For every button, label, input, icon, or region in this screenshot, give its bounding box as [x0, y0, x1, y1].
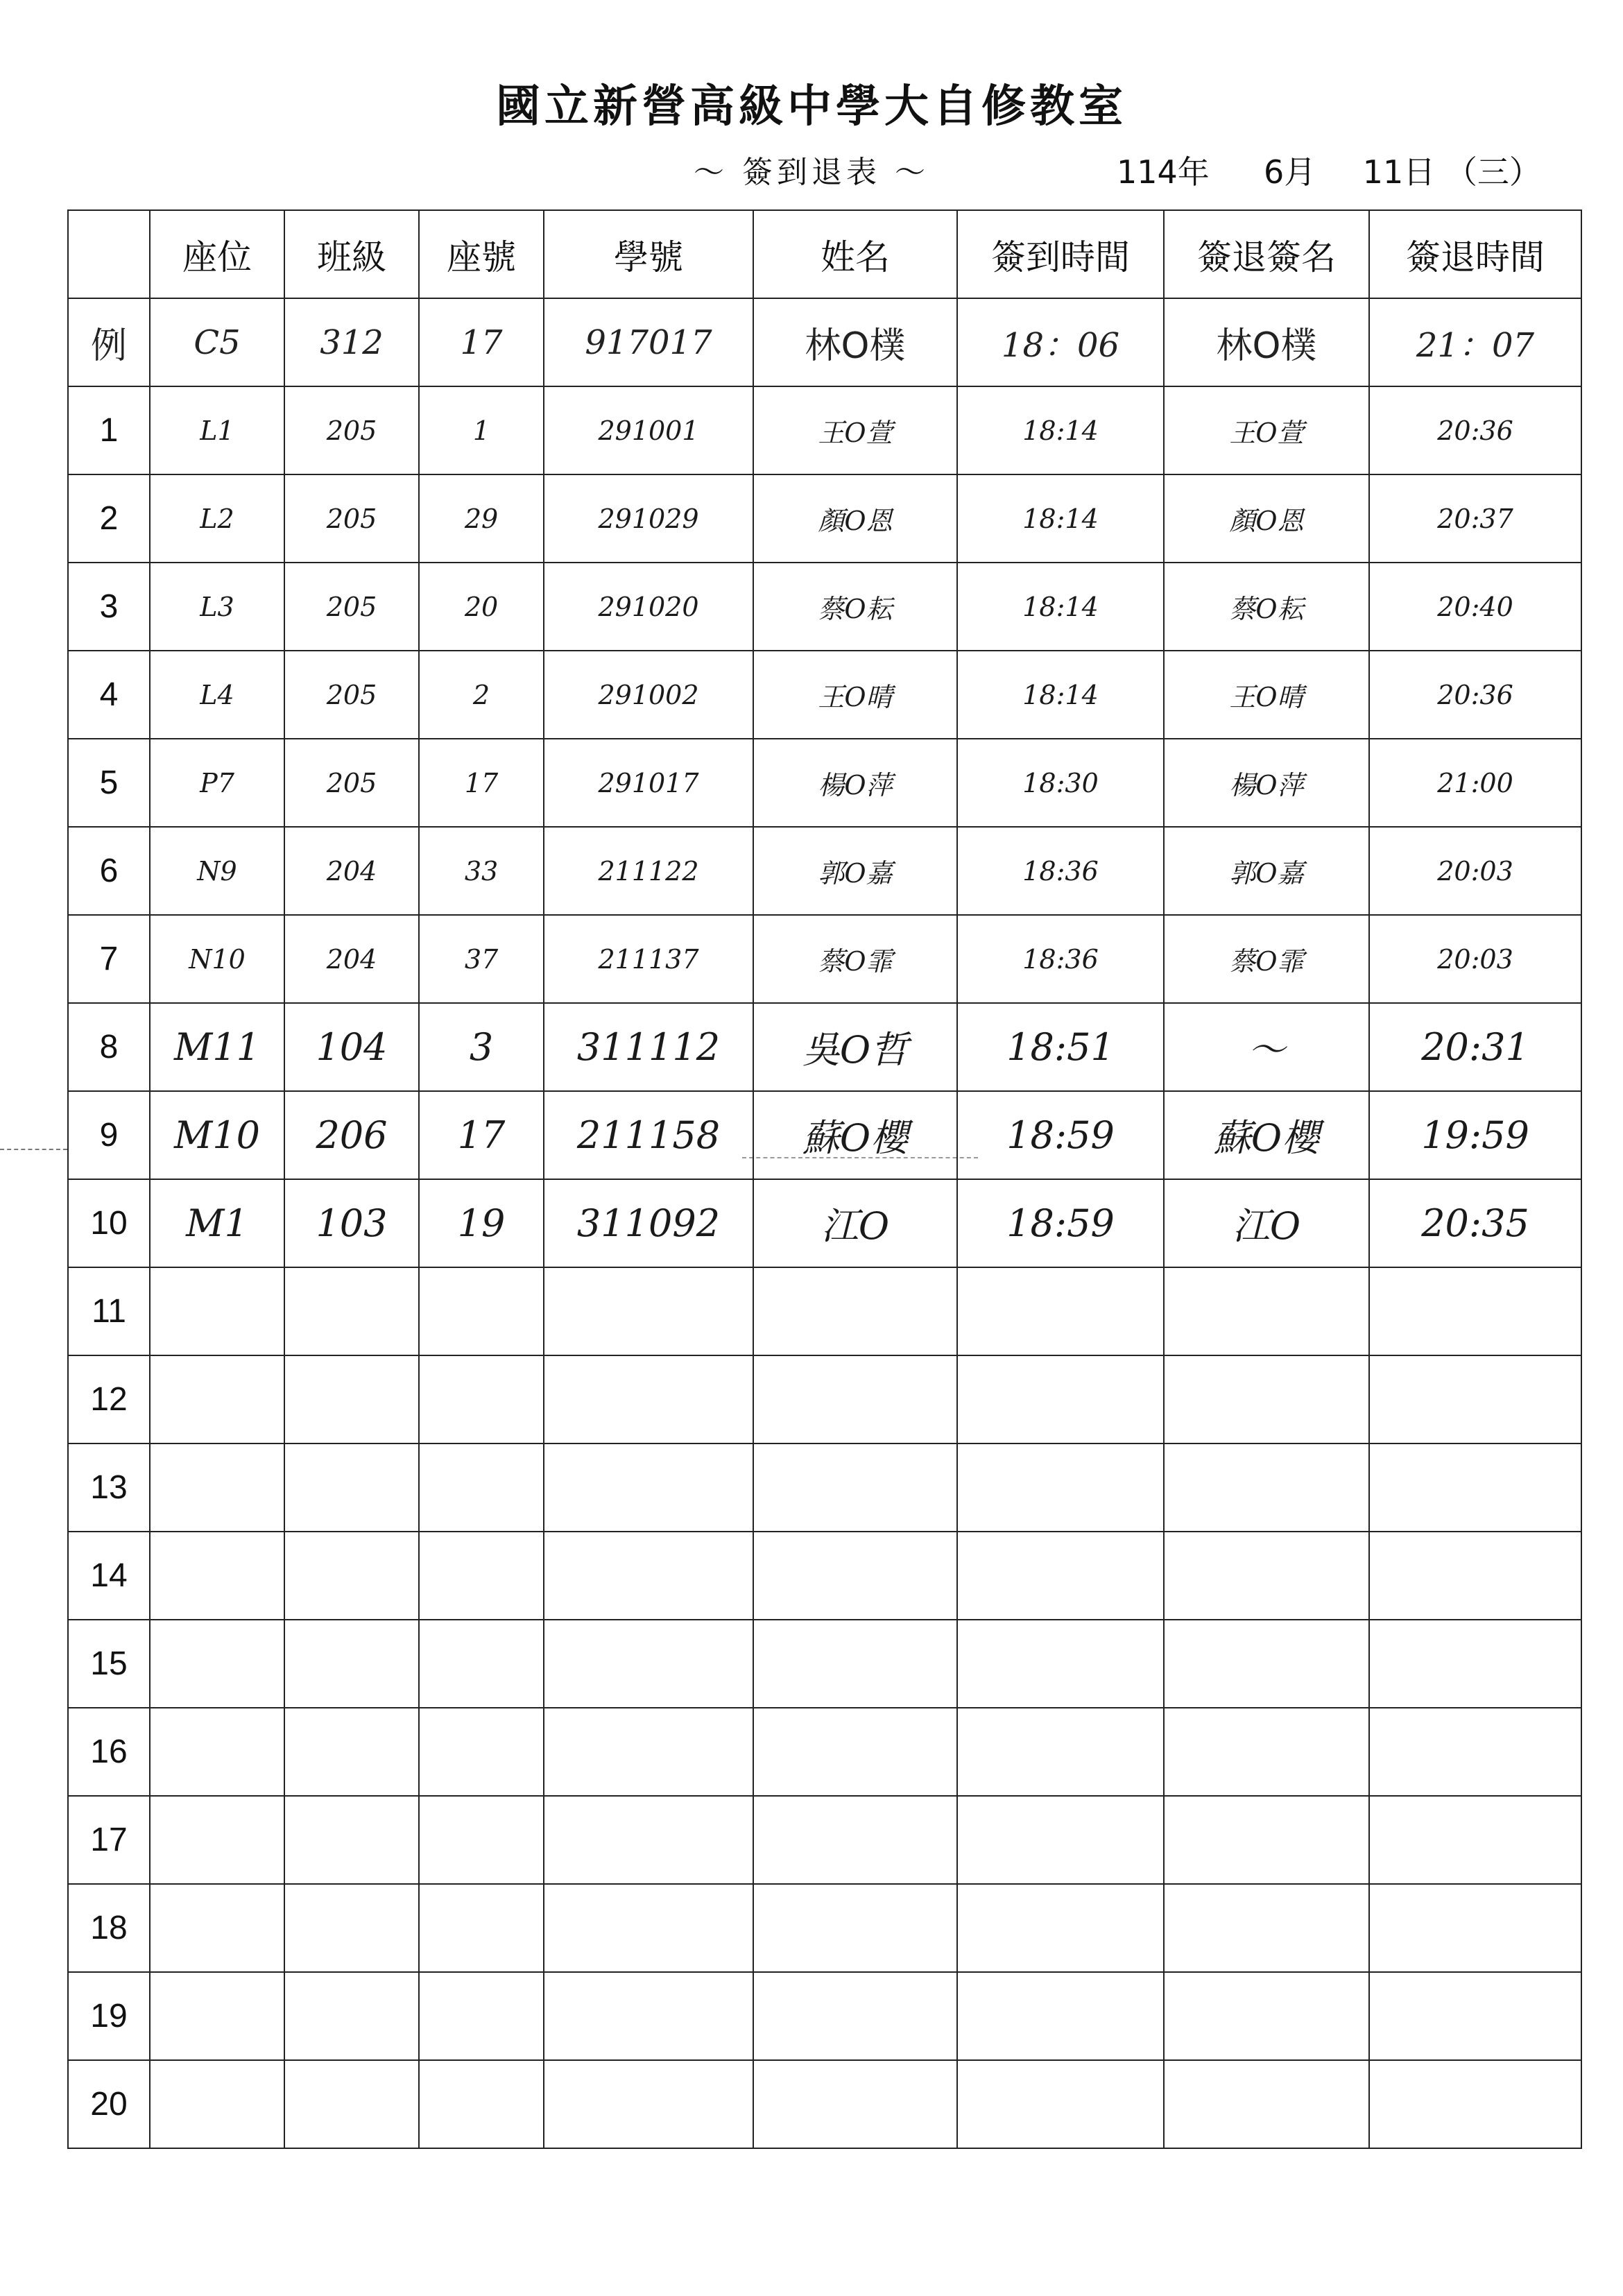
cell-seat [150, 1796, 284, 1884]
cell-class: 103 [284, 1179, 419, 1267]
cell-student-id: 291017 [544, 739, 753, 827]
table-row [68, 563, 1581, 651]
header-row [68, 210, 1581, 298]
cell-student-id: 291001 [544, 386, 753, 474]
cell-number: 37 [419, 915, 544, 1003]
header-index [68, 210, 150, 298]
cell-seat [150, 1972, 284, 2060]
row-number: 9 [68, 1091, 150, 1179]
cell-signature [1164, 1972, 1369, 2060]
cell-checkout: 20:36 [1369, 386, 1581, 474]
cell-checkout [1369, 1708, 1581, 1796]
date-month: 6月 [1263, 153, 1316, 191]
header-checkout: 簽退時間 [1369, 210, 1581, 298]
cell-class: 205 [284, 474, 419, 563]
table-row [68, 915, 1581, 1003]
cell-student-id [544, 1796, 753, 1884]
example-class: 312 [284, 298, 419, 386]
form-date [1117, 147, 1574, 193]
sign-in-table [67, 209, 1582, 2149]
form-subtitle: ～ 簽到退表 ～ [694, 155, 929, 190]
cell-signature [1164, 1267, 1369, 1355]
entries-body [68, 386, 1581, 2148]
cell-class: 204 [284, 915, 419, 1003]
cell-checkin: 18:30 [957, 739, 1164, 827]
row-number: 14 [68, 1532, 150, 1620]
row-number: 20 [68, 2060, 150, 2148]
row-number: 3 [68, 563, 150, 651]
cell-signature: 顏O恩 [1164, 474, 1369, 563]
row-number: 1 [68, 386, 150, 474]
cell-name [753, 1796, 957, 1884]
cell-class [284, 1443, 419, 1532]
cell-name: 王O萱 [753, 386, 957, 474]
cell-checkin: 18:14 [957, 474, 1164, 563]
cell-checkout: 20:35 [1369, 1179, 1581, 1267]
cell-number [419, 1443, 544, 1532]
cell-name: 蔡O耘 [753, 563, 957, 651]
cell-checkout [1369, 1796, 1581, 1884]
cell-class: 204 [284, 827, 419, 915]
cell-class: 205 [284, 651, 419, 739]
cell-checkin [957, 1443, 1164, 1532]
table-row [68, 1972, 1581, 2060]
fold-mark [0, 1149, 67, 1150]
cell-checkout [1369, 1620, 1581, 1708]
cell-signature [1164, 1532, 1369, 1620]
cell-class [284, 1708, 419, 1796]
cell-seat: M10 [150, 1091, 284, 1179]
cell-seat [150, 1532, 284, 1620]
cell-signature: 王O萱 [1164, 386, 1369, 474]
table-row [68, 1179, 1581, 1267]
cell-checkout: 20:31 [1369, 1003, 1581, 1091]
example-seat: C5 [150, 298, 284, 386]
cell-name: 顏O恩 [753, 474, 957, 563]
cell-checkout [1369, 1443, 1581, 1532]
row-number: 19 [68, 1972, 150, 2060]
cell-student-id [544, 1355, 753, 1443]
cell-signature [1164, 1708, 1369, 1796]
cell-number: 2 [419, 651, 544, 739]
table-row [68, 827, 1581, 915]
cell-seat: M11 [150, 1003, 284, 1091]
row-number: 15 [68, 1620, 150, 1708]
cell-checkin [957, 1267, 1164, 1355]
cell-number [419, 1355, 544, 1443]
cell-seat: L3 [150, 563, 284, 651]
date-year: 114年 [1117, 153, 1210, 191]
row-number: 7 [68, 915, 150, 1003]
cell-signature [1164, 1796, 1369, 1884]
cell-name [753, 2060, 957, 2148]
cell-name [753, 1532, 957, 1620]
row-number: 18 [68, 1884, 150, 1972]
cell-checkin [957, 1620, 1164, 1708]
cell-student-id: 291002 [544, 651, 753, 739]
cell-student-id [544, 1972, 753, 2060]
cell-class [284, 1355, 419, 1443]
cell-student-id [544, 1620, 753, 1708]
row-number: 4 [68, 651, 150, 739]
cell-signature: 郭O嘉 [1164, 827, 1369, 915]
cell-number: 20 [419, 563, 544, 651]
cell-checkout: 20:36 [1369, 651, 1581, 739]
cell-class [284, 1267, 419, 1355]
cell-number [419, 1267, 544, 1355]
cell-checkin [957, 1972, 1164, 2060]
cell-checkin [957, 1884, 1164, 1972]
row-number: 12 [68, 1355, 150, 1443]
cell-seat: L4 [150, 651, 284, 739]
cell-number: 19 [419, 1179, 544, 1267]
cell-student-id: 211137 [544, 915, 753, 1003]
cell-signature: 王O晴 [1164, 651, 1369, 739]
cell-seat [150, 2060, 284, 2148]
cell-checkin: 18:36 [957, 827, 1164, 915]
example-signature: 林O樸 [1164, 298, 1369, 386]
example-name: 林O樸 [753, 298, 957, 386]
cell-class [284, 1532, 419, 1620]
cell-student-id: 291029 [544, 474, 753, 563]
cell-student-id: 211122 [544, 827, 753, 915]
example-number: 17 [419, 298, 544, 386]
cell-signature [1164, 1443, 1369, 1532]
cell-checkin: 18:14 [957, 651, 1164, 739]
cell-student-id [544, 1884, 753, 1972]
example-row [68, 298, 1581, 386]
row-number: 13 [68, 1443, 150, 1532]
cell-class [284, 1884, 419, 1972]
cell-checkin [957, 1708, 1164, 1796]
cell-name [753, 1708, 957, 1796]
header-name: 姓名 [753, 210, 957, 298]
cell-number: 3 [419, 1003, 544, 1091]
cell-signature: 蘇O櫻 [1164, 1091, 1369, 1179]
header-number: 座號 [419, 210, 544, 298]
row-number: 2 [68, 474, 150, 563]
table-row [68, 2060, 1581, 2148]
cell-class: 205 [284, 563, 419, 651]
cell-name: 蘇O櫻 [753, 1091, 957, 1179]
cell-class: 206 [284, 1091, 419, 1179]
cell-name: 楊O萍 [753, 739, 957, 827]
cell-number [419, 1620, 544, 1708]
cell-seat [150, 1884, 284, 1972]
cell-seat: L2 [150, 474, 284, 563]
cell-name [753, 1443, 957, 1532]
cell-class: 205 [284, 386, 419, 474]
cell-checkin [957, 1796, 1164, 1884]
table-row [68, 739, 1581, 827]
cell-student-id [544, 1443, 753, 1532]
cell-checkout: 20:37 [1369, 474, 1581, 563]
cell-seat: M1 [150, 1179, 284, 1267]
date-day: 11日 [1362, 153, 1436, 191]
example-student-id: 917017 [544, 298, 753, 386]
cell-student-id [544, 1708, 753, 1796]
table-row [68, 1267, 1581, 1355]
cell-name [753, 1620, 957, 1708]
header-seat: 座位 [150, 210, 284, 298]
table-row [68, 1355, 1581, 1443]
cell-seat [150, 1708, 284, 1796]
cell-student-id: 311112 [544, 1003, 753, 1091]
cell-checkout: 21:00 [1369, 739, 1581, 827]
table-row [68, 1620, 1581, 1708]
cell-signature: 蔡O耘 [1164, 563, 1369, 651]
table-row [68, 474, 1581, 563]
header-class: 班級 [284, 210, 419, 298]
row-number: 10 [68, 1179, 150, 1267]
cell-checkout [1369, 1267, 1581, 1355]
cell-number: 17 [419, 739, 544, 827]
cell-student-id: 291020 [544, 563, 753, 651]
table-row [68, 386, 1581, 474]
cell-student-id [544, 1267, 753, 1355]
cell-seat: N9 [150, 827, 284, 915]
cell-signature: ～ [1164, 1003, 1369, 1091]
example-checkin: 18：06 [957, 298, 1164, 386]
table-row [68, 651, 1581, 739]
cell-number [419, 1884, 544, 1972]
cell-class [284, 1972, 419, 2060]
example-label: 例 [68, 298, 150, 386]
cell-name [753, 1355, 957, 1443]
cell-checkin: 18:51 [957, 1003, 1164, 1091]
cell-number: 1 [419, 386, 544, 474]
cell-checkin: 18:14 [957, 563, 1164, 651]
cell-signature: 楊O萍 [1164, 739, 1369, 827]
cell-signature [1164, 2060, 1369, 2148]
cell-student-id [544, 1532, 753, 1620]
cell-number [419, 1796, 544, 1884]
table-row [68, 1708, 1581, 1796]
cell-class [284, 1620, 419, 1708]
cell-name [753, 1884, 957, 1972]
date-weekday: （三） [1445, 153, 1541, 191]
cell-class [284, 1796, 419, 1884]
cell-seat: L1 [150, 386, 284, 474]
cell-number [419, 1972, 544, 2060]
cell-number: 29 [419, 474, 544, 563]
header-signature: 簽退簽名 [1164, 210, 1369, 298]
cell-checkout [1369, 1884, 1581, 1972]
cell-checkout: 20:03 [1369, 915, 1581, 1003]
table-row [68, 1532, 1581, 1620]
cell-name: 郭O嘉 [753, 827, 957, 915]
cell-name: 蔡O霏 [753, 915, 957, 1003]
cell-number: 17 [419, 1091, 544, 1179]
cell-signature: 江O [1164, 1179, 1369, 1267]
cell-seat [150, 1620, 284, 1708]
cell-seat [150, 1267, 284, 1355]
cell-number [419, 1708, 544, 1796]
cell-class: 205 [284, 739, 419, 827]
table-row [68, 1003, 1581, 1091]
cell-seat [150, 1355, 284, 1443]
cell-checkin [957, 1355, 1164, 1443]
header-checkin: 簽到時間 [957, 210, 1164, 298]
cell-class [284, 2060, 419, 2148]
cell-name [753, 1267, 957, 1355]
table-row [68, 1443, 1581, 1532]
cell-student-id: 211158 [544, 1091, 753, 1179]
cell-signature [1164, 1355, 1369, 1443]
cell-checkout [1369, 2060, 1581, 2148]
cell-checkout: 20:40 [1369, 563, 1581, 651]
cell-checkin: 18:36 [957, 915, 1164, 1003]
cell-checkout [1369, 1532, 1581, 1620]
row-number: 8 [68, 1003, 150, 1091]
row-number: 17 [68, 1796, 150, 1884]
cell-seat [150, 1443, 284, 1532]
header-student-id: 學號 [544, 210, 753, 298]
table-row [68, 1091, 1581, 1179]
cell-signature [1164, 1884, 1369, 1972]
cell-checkin [957, 1532, 1164, 1620]
cell-signature [1164, 1620, 1369, 1708]
table-row [68, 1796, 1581, 1884]
row-number: 11 [68, 1267, 150, 1355]
cell-class: 104 [284, 1003, 419, 1091]
cell-name [753, 1972, 957, 2060]
cell-number: 33 [419, 827, 544, 915]
cell-checkout: 20:03 [1369, 827, 1581, 915]
form-title: 國立新營高級中學大自修教室 [496, 80, 1127, 132]
cell-signature: 蔡O霏 [1164, 915, 1369, 1003]
cell-checkin: 18:14 [957, 386, 1164, 474]
cell-number [419, 2060, 544, 2148]
cell-checkout: 19:59 [1369, 1091, 1581, 1179]
row-number: 16 [68, 1708, 150, 1796]
cell-number [419, 1532, 544, 1620]
table-row [68, 1884, 1581, 1972]
cell-student-id: 311092 [544, 1179, 753, 1267]
cell-checkout [1369, 1972, 1581, 2060]
cell-name: 王O晴 [753, 651, 957, 739]
cell-seat: N10 [150, 915, 284, 1003]
row-number: 6 [68, 827, 150, 915]
cell-name: 吳O哲 [753, 1003, 957, 1091]
cell-checkout [1369, 1355, 1581, 1443]
cell-checkin [957, 2060, 1164, 2148]
cell-student-id [544, 2060, 753, 2148]
cell-checkin: 18:59 [957, 1091, 1164, 1179]
cell-seat: P7 [150, 739, 284, 827]
row-number: 5 [68, 739, 150, 827]
cell-name: 江O [753, 1179, 957, 1267]
example-checkout: 21：07 [1369, 298, 1581, 386]
cell-checkin: 18:59 [957, 1179, 1164, 1267]
